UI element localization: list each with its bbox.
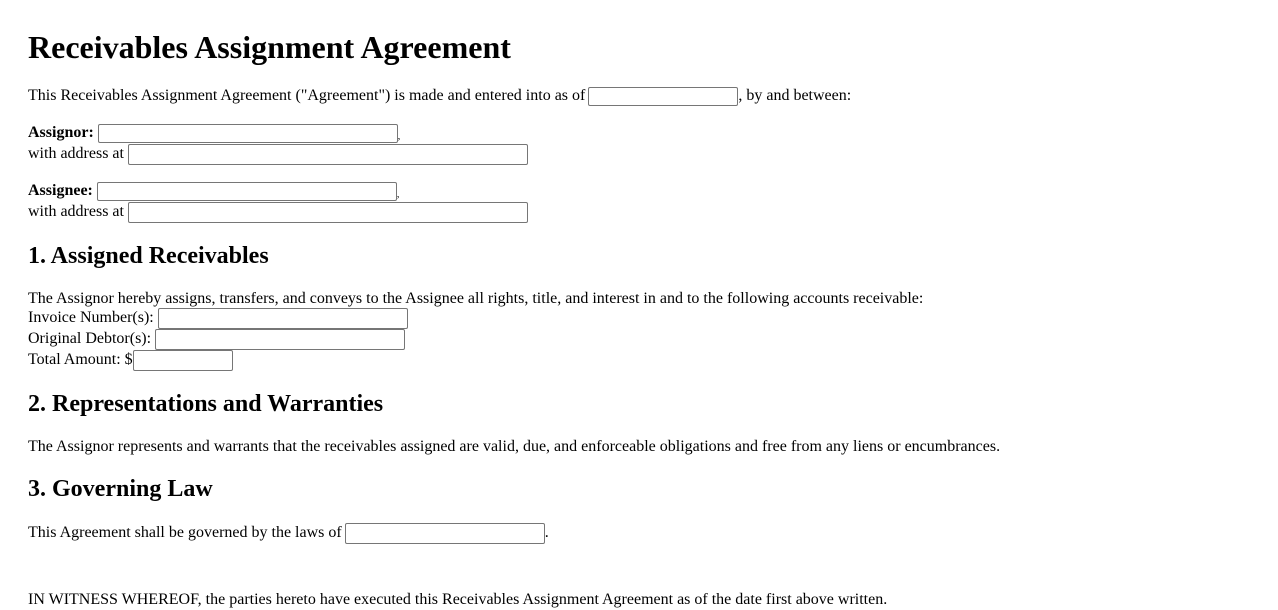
assignor-address-input[interactable]: [128, 144, 528, 165]
governing-law-input[interactable]: [345, 523, 545, 544]
total-amount-input[interactable]: [133, 350, 233, 371]
invoice-label: Invoice Number(s):: [28, 309, 154, 326]
amount-row: [28, 350, 233, 370]
section-2-heading: 2. Representations and Warranties: [28, 391, 384, 417]
witness-paragraph: [28, 590, 887, 610]
assignee-label: Assignee:: [28, 182, 93, 199]
section-1-text: The Assignor hereby assigns, transfers, and conveys to the Assignee all rights, title, and interest in and to the following accounts receivable:: [28, 290, 924, 307]
section-1-heading: 1. Assigned Receivables: [28, 243, 269, 269]
section-2-body: [28, 437, 1000, 457]
document-title: Receivables Assignment Agreement: [28, 29, 511, 65]
intro-paragraph: [28, 86, 851, 106]
debtor-label: Original Debtor(s):: [28, 330, 152, 347]
section-1-body: [28, 289, 923, 309]
assignee-address-input[interactable]: [128, 202, 528, 223]
section-3-period: .: [544, 524, 549, 541]
assignor-name-input[interactable]: [98, 124, 398, 143]
invoice-row: [28, 308, 408, 328]
section-2-text: The Assignor represents and warrants that the receivables assigned are valid, due, and enforceable obligations and free from any liens or encumbrances.: [28, 438, 1001, 455]
assignee-name-input[interactable]: [97, 182, 397, 201]
section-3-heading: 3. Governing Law: [28, 476, 213, 502]
assignor-comma: ,: [397, 131, 401, 142]
assignor-address-row: [28, 144, 528, 164]
invoice-number-input[interactable]: [158, 308, 408, 329]
assignee-address-row: [28, 202, 528, 222]
debtor-row: [28, 329, 405, 349]
section-3-body: [28, 523, 549, 543]
agreement-date-input[interactable]: [588, 87, 738, 106]
assignee-row: [28, 181, 399, 201]
section-3-text: This Agreement shall be governed by the laws of: [28, 524, 342, 541]
assignee-address-label: with address at: [28, 203, 124, 220]
assignee-comma: ,: [396, 189, 400, 200]
assignor-label: Assignor:: [28, 124, 94, 141]
intro-text-after: , by and between:: [738, 87, 852, 104]
witness-text: IN WITNESS WHEREOF, the parties hereto have executed this Receivables Assignment Agreement as of the date first above written.: [28, 591, 888, 608]
intro-text: This Receivables Assignment Agreement ("Agreement") is made and entered into as of: [28, 87, 586, 104]
original-debtor-input[interactable]: [155, 329, 405, 350]
assignor-address-label: with address at: [28, 145, 124, 162]
assignor-row: [28, 123, 400, 143]
amount-label: Total Amount: $: [28, 351, 133, 368]
